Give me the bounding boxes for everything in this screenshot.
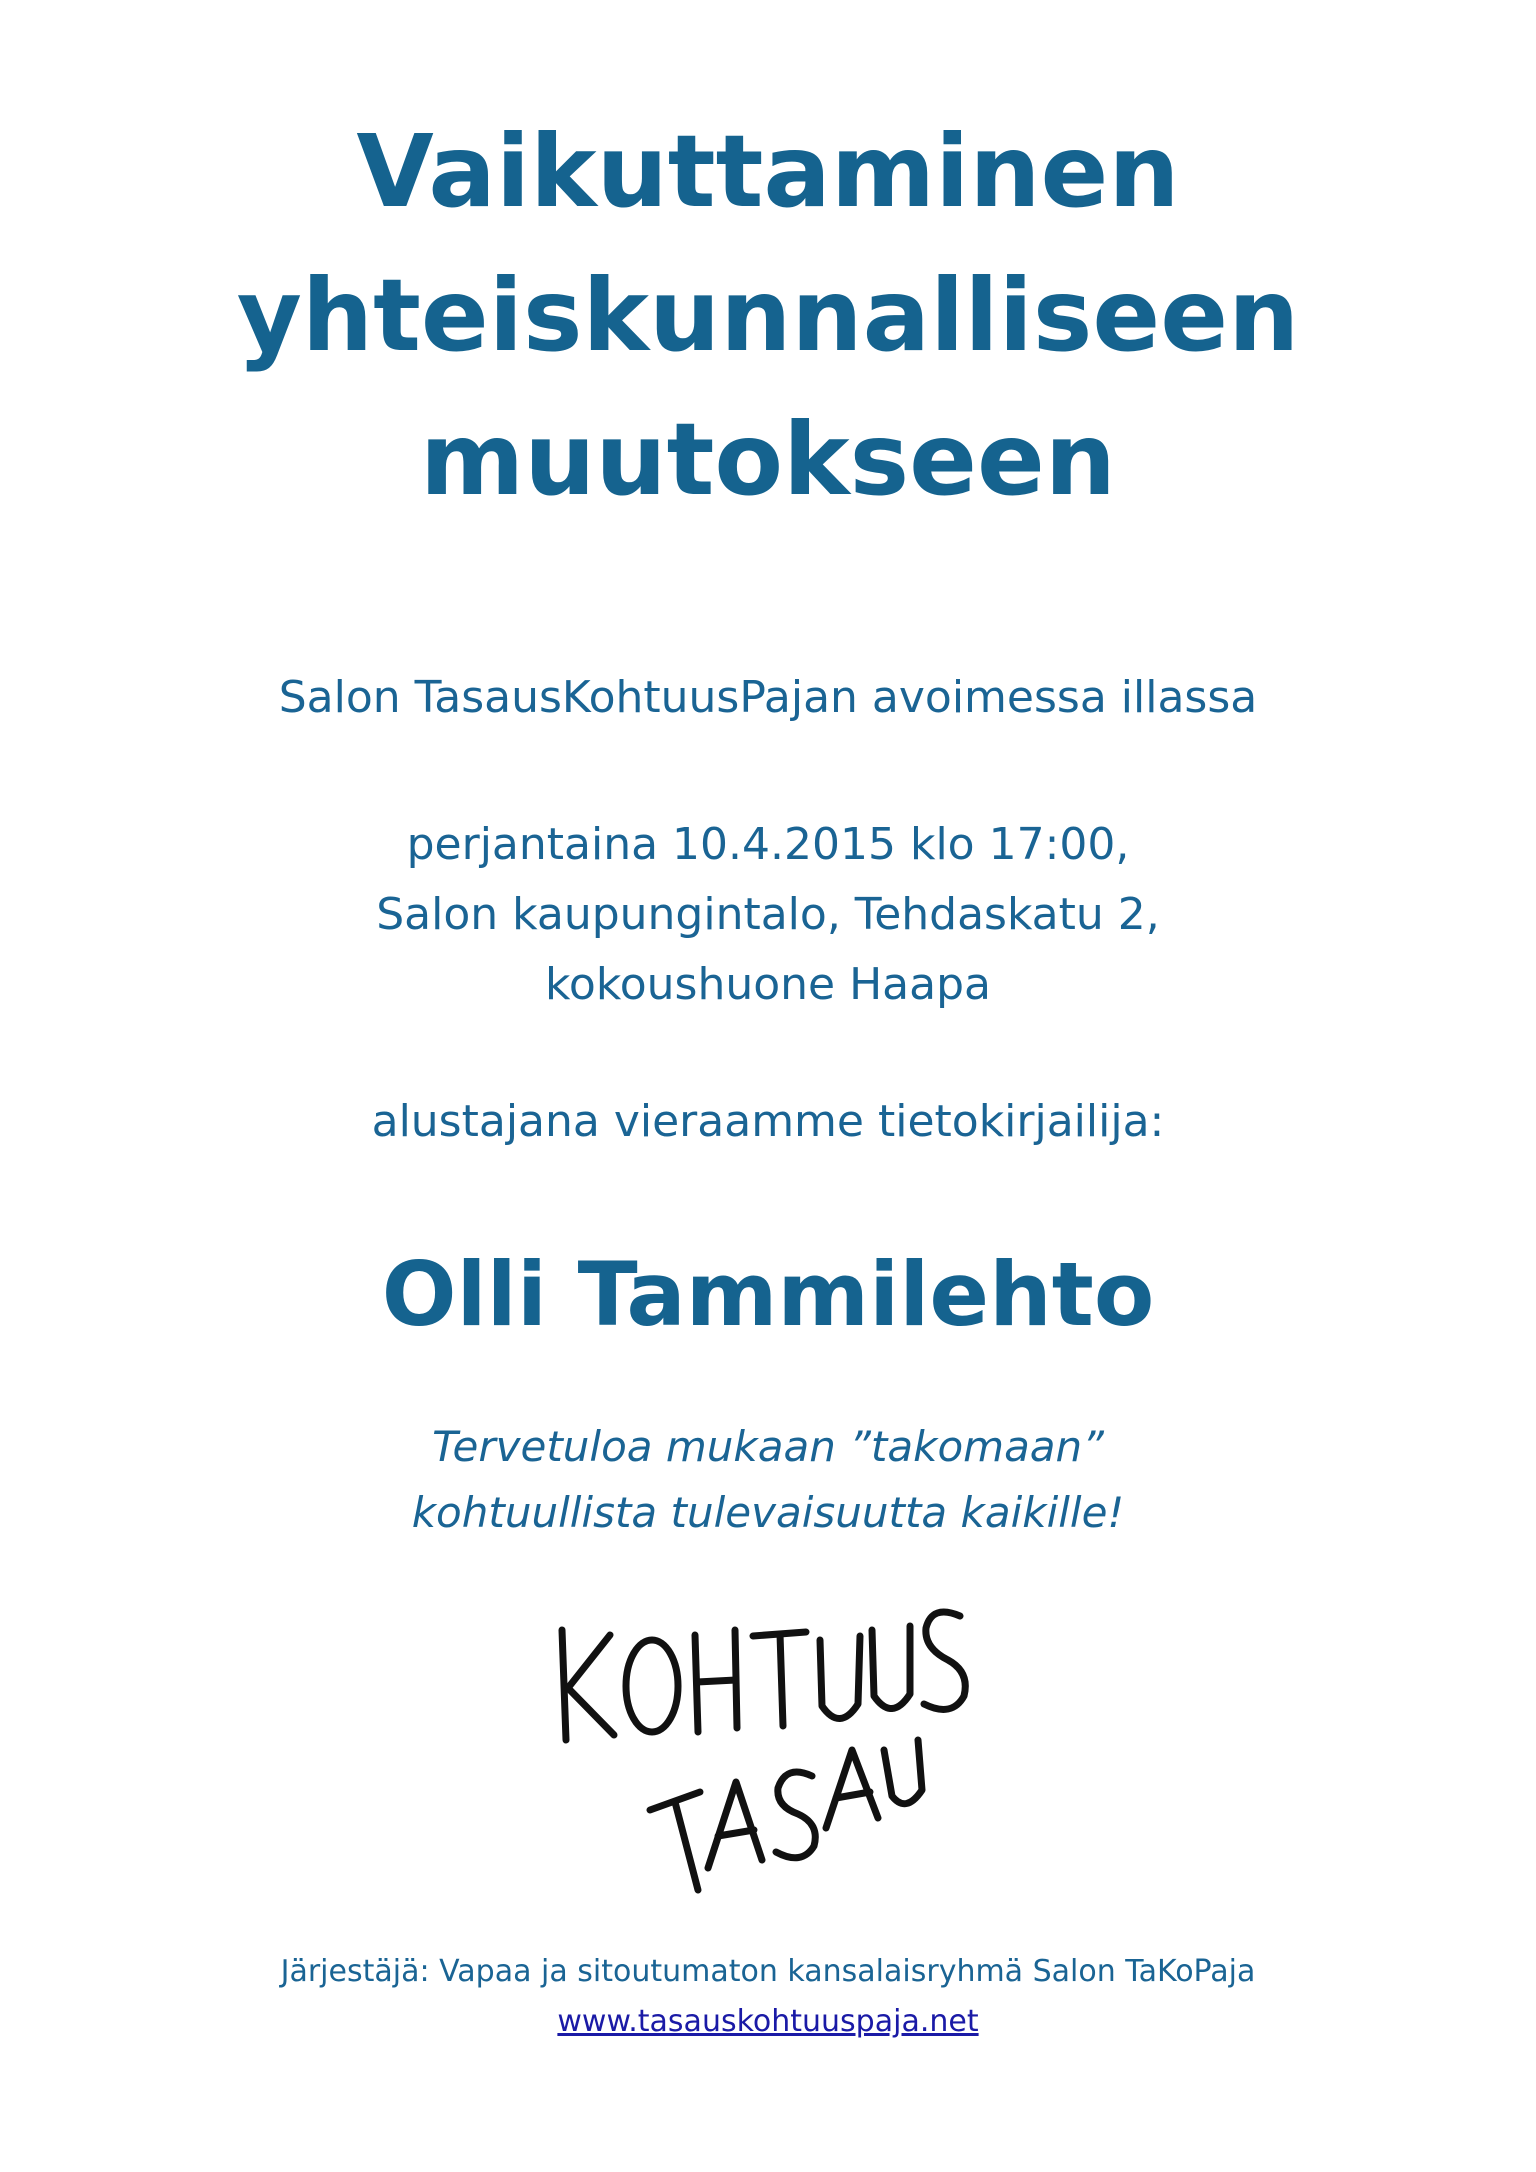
welcome-line-1: Tervetuloa mukaan ”takomaan” [432, 1422, 1104, 1471]
welcome-message [0, 1414, 1536, 1546]
website-line [0, 2002, 1536, 2042]
organizer-line: Järjestäjä: Vapaa ja sitoutumaton kansalaisryhmä Salon TaKoPaja [280, 1954, 1256, 1989]
title-line-2: yhteiskunnalliseen [236, 257, 1300, 374]
logo-word-tasaus [650, 1740, 922, 1890]
event-details [0, 810, 1536, 1020]
logo-word-kohtuus [562, 1612, 965, 1740]
title-line-3: muutokseen [420, 401, 1116, 518]
speaker-name: Olli Tammilehto [381, 1243, 1155, 1346]
event-venue: Salon kaupungintalo, Tehdaskatu 2, [376, 889, 1160, 940]
website-link[interactable]: www.tasauskohtuuspaja.net [557, 2004, 979, 2039]
title-line-1: Vaikuttaminen [356, 113, 1180, 230]
event-date-time: perjantaina 10.4.2015 klo 17:00, [406, 819, 1130, 870]
poster-title [0, 100, 1536, 532]
speaker-label: alustajana vieraamme tietokirjailija: [371, 1096, 1165, 1147]
welcome-line-2: kohtuullista tulevaisuutta kaikille! [411, 1488, 1125, 1537]
event-room: kokoushuone Haapa [544, 959, 991, 1010]
kohtuus-tasaus-logo [540, 1600, 1020, 1900]
event-intro: Salon TasausKohtuusPajan avoimessa illassa [278, 672, 1258, 723]
